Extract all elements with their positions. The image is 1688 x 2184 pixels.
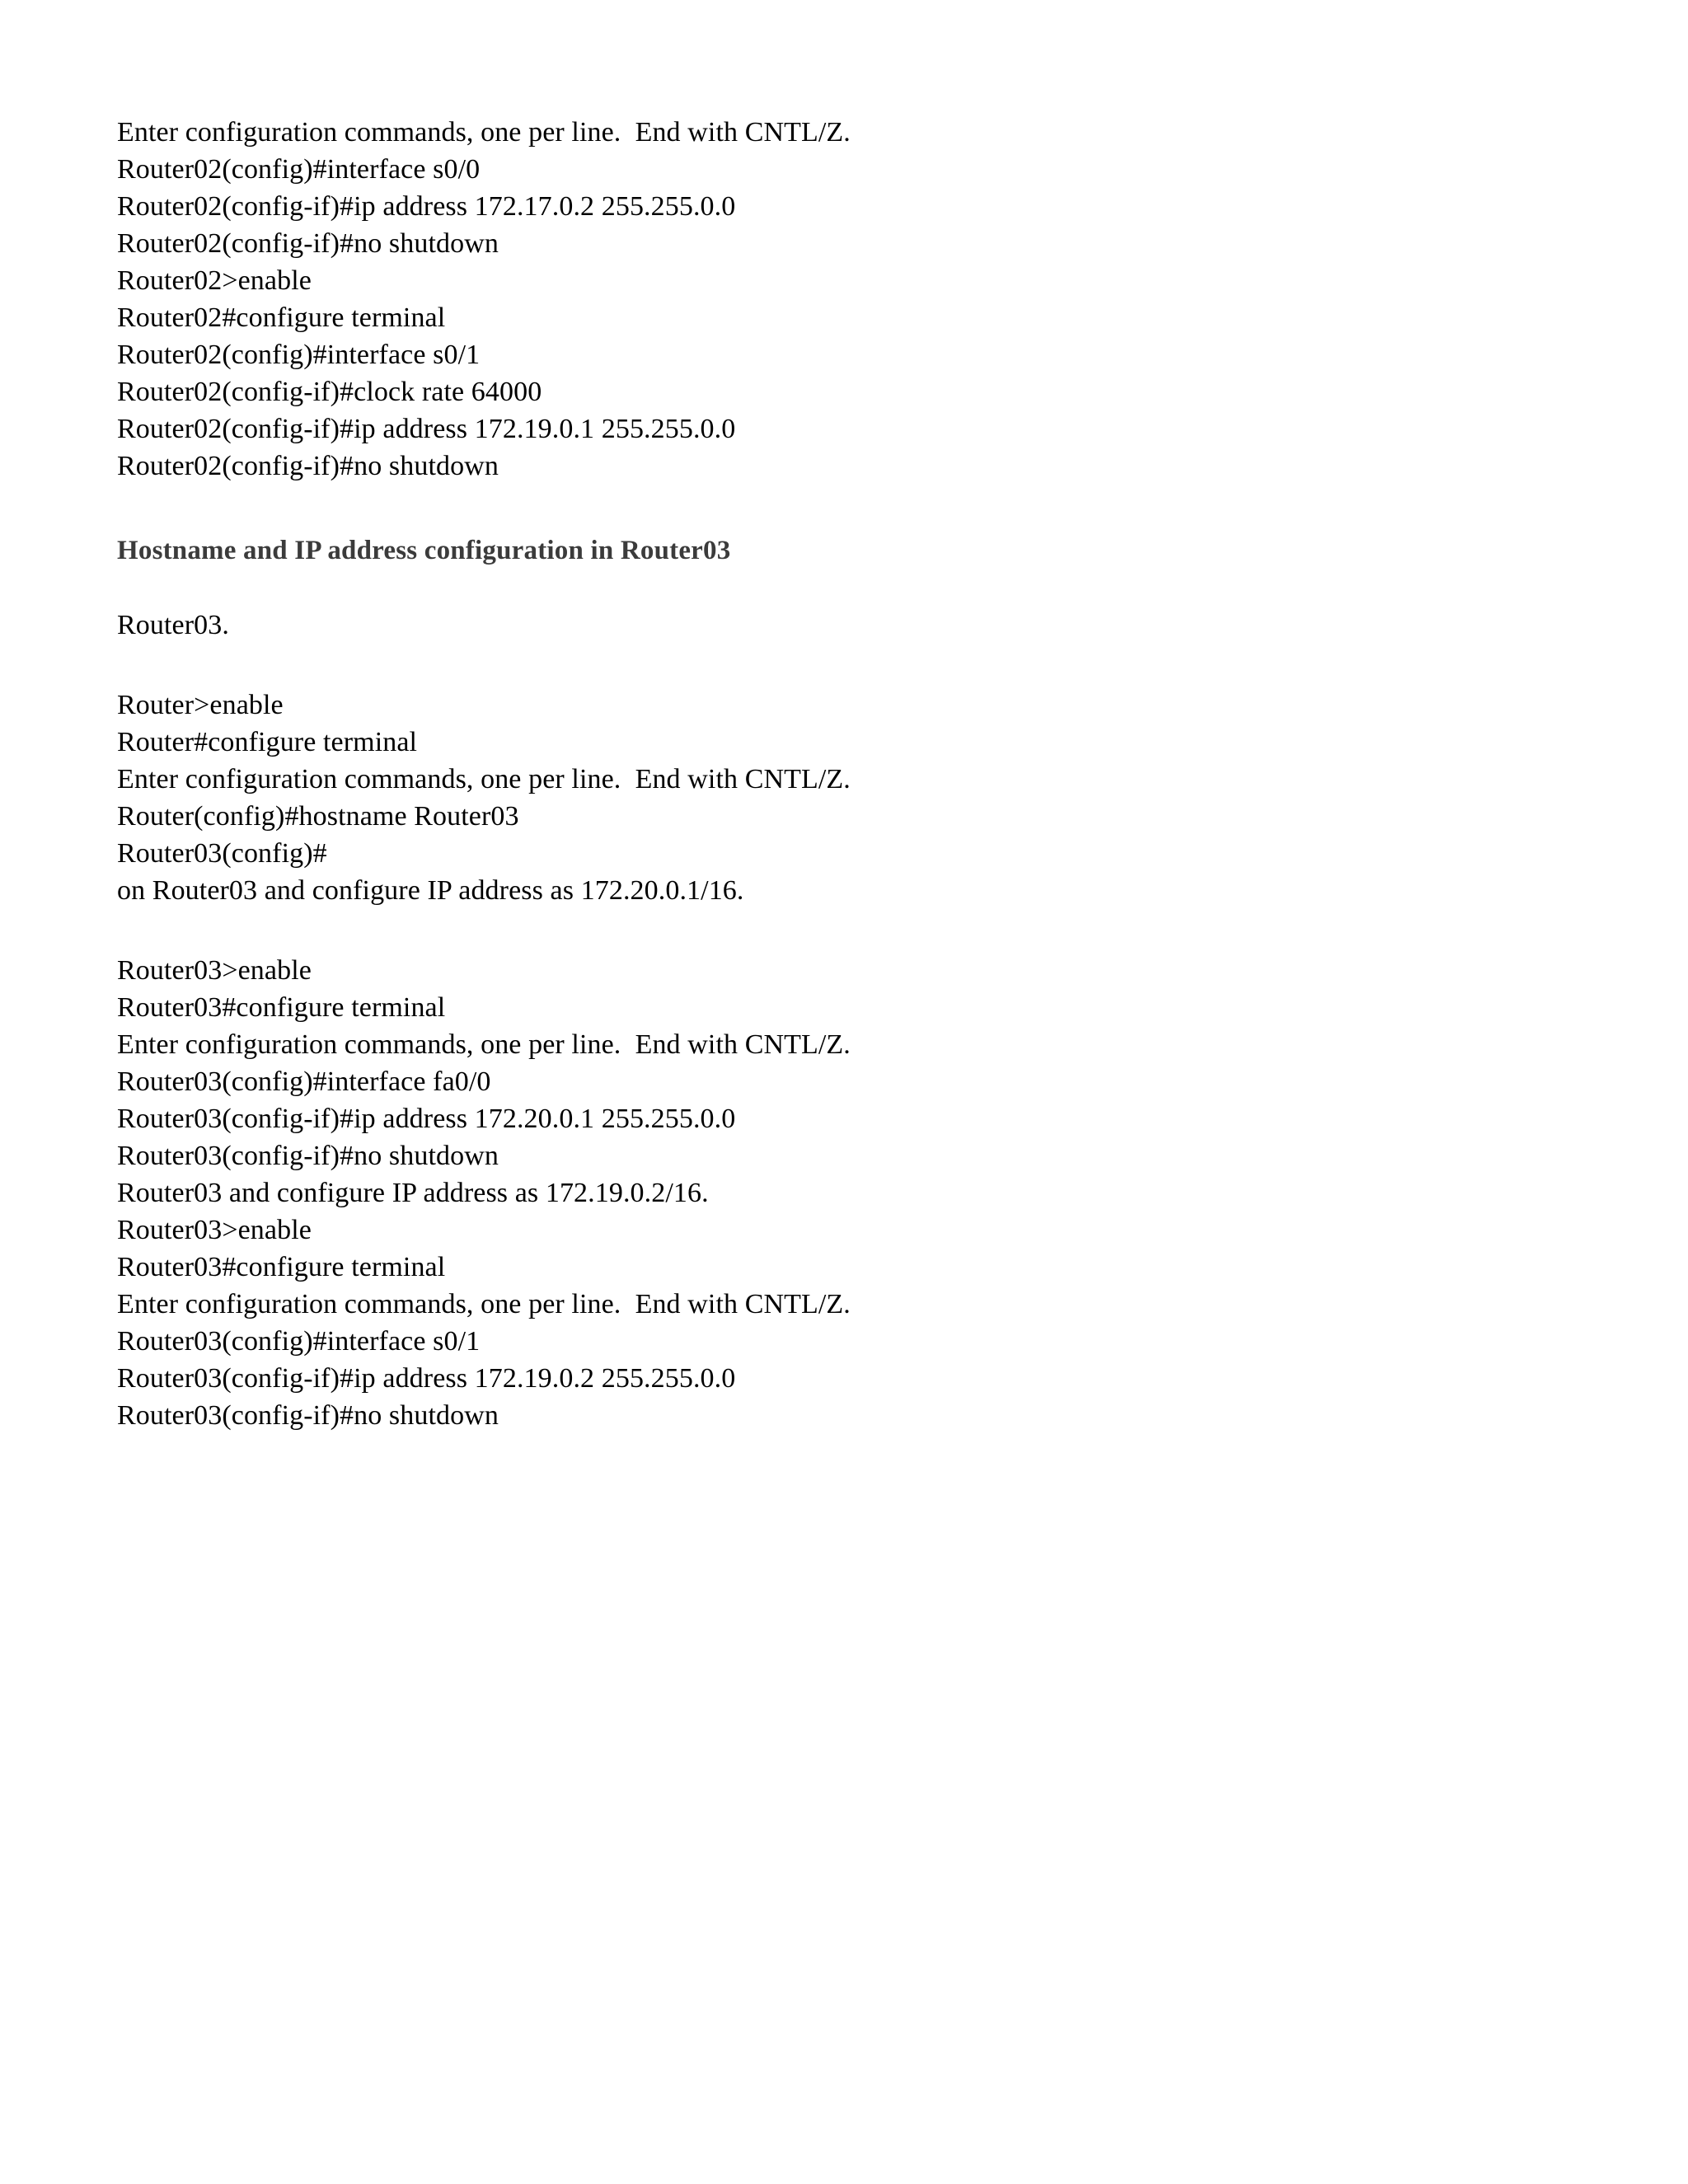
terminal-line: Router03(config)#interface fa0/0: [117, 1066, 491, 1097]
paragraph-spacer: [117, 644, 1287, 687]
terminal-line: Router02#configure terminal: [117, 302, 446, 333]
document-body: [117, 114, 1287, 1434]
router03-hostname-block: [117, 687, 1287, 909]
terminal-line: Router03(config-if)#no shutdown: [117, 1400, 499, 1431]
router02-config-block: [117, 114, 1287, 485]
terminal-line: Router03>enable: [117, 955, 312, 986]
terminal-line: Router02(config-if)#ip address 172.17.0.2 255.255.0.0: [117, 191, 736, 222]
terminal-line: Router03(config)#interface s0/1: [117, 1326, 481, 1357]
router03-intro-block: [117, 607, 1287, 644]
terminal-line: Enter configuration commands, one per line. End with CNTL/Z.: [117, 117, 851, 148]
section-heading-router03: Hostname and IP address configuration in Router03: [117, 536, 731, 565]
terminal-line: Router02(config-if)#no shutdown: [117, 228, 499, 259]
terminal-line: Router03(config-if)#ip address 172.19.0.2 255.255.0.0: [117, 1363, 736, 1394]
terminal-line: Enter configuration commands, one per line. End with CNTL/Z.: [117, 1289, 851, 1319]
terminal-line: Router03(config)#: [117, 838, 327, 869]
terminal-line: Router(config)#hostname Router03: [117, 801, 519, 832]
paragraph-spacer: [117, 569, 1287, 607]
terminal-line: Router02>enable: [117, 265, 312, 296]
terminal-line: Enter configuration commands, one per line. End with CNTL/Z.: [117, 1029, 851, 1060]
terminal-line: Router02(config)#interface s0/1: [117, 340, 481, 370]
terminal-line: on Router03 and configure IP address as 172.20.0.1/16.: [117, 875, 744, 906]
terminal-line: Enter configuration commands, one per line. End with CNTL/Z.: [117, 764, 851, 794]
terminal-line: Router03>enable: [117, 1215, 312, 1245]
terminal-line: Router03(config-if)#ip address 172.20.0.1 255.255.0.0: [117, 1104, 736, 1134]
terminal-line: Router03.: [117, 610, 229, 640]
terminal-line: Router02(config-if)#no shutdown: [117, 451, 499, 481]
terminal-line: Router02(config-if)#clock rate 64000: [117, 377, 542, 407]
terminal-line: Router03(config-if)#no shutdown: [117, 1141, 499, 1171]
router03-ip-block: [117, 952, 1287, 1434]
terminal-line: Router03#configure terminal: [117, 1252, 446, 1282]
terminal-line: Router#configure terminal: [117, 727, 418, 757]
terminal-line: Router03#configure terminal: [117, 992, 446, 1023]
paragraph-spacer: [117, 909, 1287, 952]
terminal-line: Router02(config-if)#ip address 172.19.0.1 255.255.0.0: [117, 414, 736, 444]
terminal-line: Router>enable: [117, 690, 284, 720]
paragraph-spacer: [117, 485, 1287, 532]
terminal-line: Router02(config)#interface s0/0: [117, 154, 481, 185]
terminal-line: Router03 and configure IP address as 172.19.0.2/16.: [117, 1178, 709, 1208]
